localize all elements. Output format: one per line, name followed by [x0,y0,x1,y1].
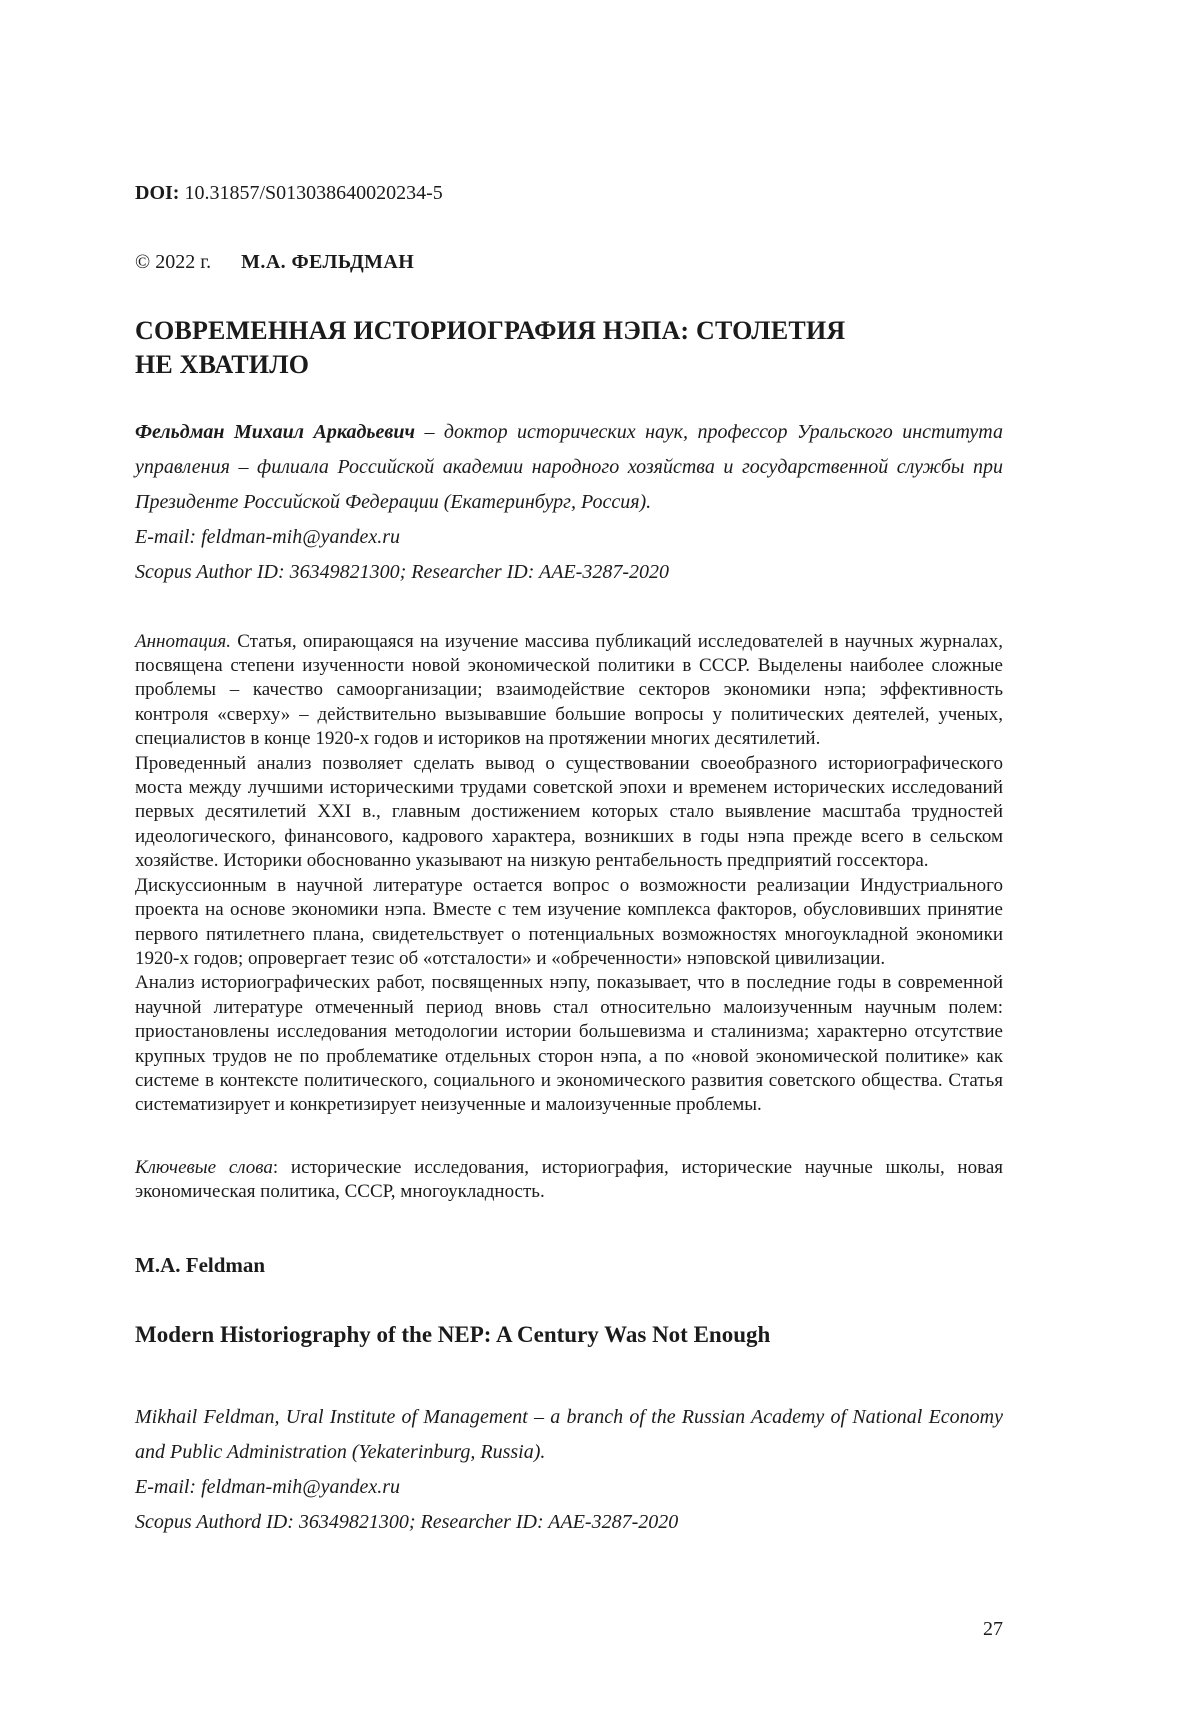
keywords-line [135,1156,1003,1205]
affiliation-text-ru [135,415,1003,520]
affiliation-ids-en: Scopus Authord ID: 36349821300; Researcher ID: AAE-3287-2020 [135,1510,679,1533]
affiliation-ids-ru: Scopus Author ID: 36349821300; Researcher ID: AAE-3287-2020 [135,560,669,583]
doi-line [135,182,1003,205]
keywords-label: Ключевые слова [135,1156,273,1178]
abstract-label: Аннотация. [135,630,231,652]
author-name-en: M.A. Feldman [135,1252,266,1277]
abstract-paragraph-4: Анализ историографических работ, посвященных нэпу, показывает, что в последние годы в современной научной литературе отмеченный период вновь стал относительно малоизученным научным полем: приостановлены исследования методологии истории большевизма и сталинизма; характерно отсутствие крупных трудов не по проблематике отдельных сторон нэпа, а по «новой экономической политике» как системе в контексте политического, социального и экономического развития советского общества. Статья систематизирует и конкретизирует неизученные и малоизученные проблемы. [135,972,1003,1116]
affiliation-email-en: E-mail: feldman-mih@yandex.ru [135,1475,400,1498]
affiliation-details-ru: – доктор исторических наук, профессор Уральского института управления – филиала Российской академии народного хозяйства и государственной службы при Президенте Российской Федерации (Екатеринбург, Россия). [135,420,1003,513]
abstract-paragraph-2: Проведенный анализ позволяет сделать вывод о существовании своеобразного историографического моста между лучшими историческими трудами советской эпохи и временем исторических исследований первых десятилетий XXI в., главным достижением которых стало выявление масштаба трудностей идеологического, финансового, кадрового характера, возникших в годы нэпа прежде всего в сельском хозяйстве. Историки обоснованно указывают на низкую рентабельность предприятий госсектора. [135,752,1003,872]
page-number: 27 [983,1618,1003,1640]
affiliation-block-en [135,1400,1003,1540]
article-title-ru-line1: СОВРЕМЕННАЯ ИСТОРИОГРАФИЯ НЭПА: СТОЛЕТИЯ [135,316,846,345]
abstract-block [135,630,1003,1118]
affiliation-email-ru: E-mail: feldman-mih@yandex.ru [135,525,400,548]
article-title-ru [135,314,1003,383]
article-title-ru-line2: НЕ ХВАТИЛО [135,350,310,380]
copyright-year: © 2022 г. [135,251,212,273]
article-content [135,182,1003,1540]
doi-value: 10.31857/S013038640020234-5 [184,182,443,204]
article-title-en: Modern Historiography of the NEP: A Century Was Not Enough [135,1321,771,1347]
affiliation-author-name-ru: Фельдман Михаил Аркадьевич [135,420,415,443]
abstract-paragraph-1-text: Статья, опирающаяся на изучение массива публикаций исследователей в научных журналах, посвящена степени изученности новой экономической политики в СССР. Выделены наиболее сложные проблемы – качество самоорганизации; взаимодействие секторов экономики нэпа; эффективность контроля «сверху» – действительно вызывавшие большие вопросы у политических деятелей, ученых, специалистов в конце 1920-х годов и историков на протяжении многих десятилетий. [135,630,1003,750]
affiliation-block-ru [135,415,1003,590]
keywords-text: : исторические исследования, историография, исторические научные школы, новая экономическая политика, СССР, многоукладность. [135,1156,1003,1203]
abstract-paragraph-3: Дискуссионным в научной литературе остается вопрос о возможности реализации Индустриального проекта на основе экономики нэпа. Вместе с тем изучение комплекса факторов, обусловивших принятие первого пятилетнего плана, свидетельствует о потенциальных возможностях многоукладной экономики 1920-х годов; опровергает тезис об «отсталости» и «обреченности» нэповской цивилизации. [135,874,1003,969]
author-name-ru-caps: М.А. ФЕЛЬДМАН [241,251,415,273]
abstract-paragraph-1 [135,630,1003,752]
affiliation-text-en: Mikhail Feldman, Ural Institute of Management – a branch of the Russian Academy of National Economy and Public Administration (Yekaterinburg, Russia). [135,1405,1003,1463]
copyright-line [135,251,1003,274]
doi-label: DOI: [135,182,180,204]
